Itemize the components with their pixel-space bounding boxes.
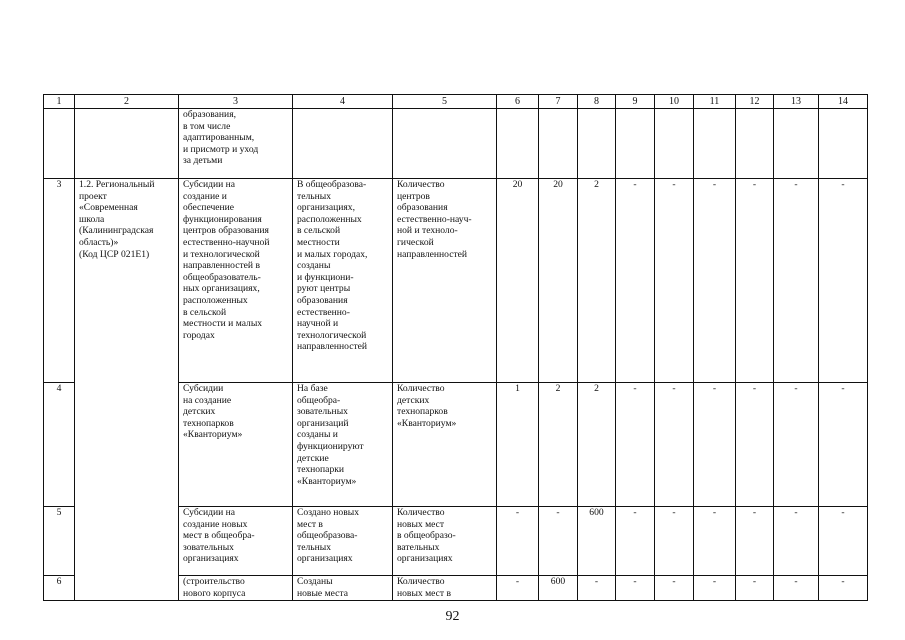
value-cell: 2 [578,383,616,507]
event-cell: Субсидии на создание новых мест в общеобра- зовательных организациях [179,507,293,576]
value-cell: - [578,576,616,601]
indicator-cell: Количество новых мест в [393,576,497,601]
result-cell [293,109,393,179]
column-number: 14 [819,95,868,109]
value-cell [694,109,736,179]
event-cell: (строительство нового корпуса [179,576,293,601]
row-number-cell: 6 [44,576,75,601]
value-cell: - [655,576,694,601]
value-cell: - [616,383,655,507]
event-cell: Субсидии на создание детских технопарков «Кванториум» [179,383,293,507]
value-cell: - [774,383,819,507]
column-number: 12 [736,95,774,109]
value-cell [539,109,578,179]
value-cell: - [736,576,774,601]
result-cell: Созданы новые места [293,576,393,601]
value-cell: - [694,507,736,576]
column-number: 9 [616,95,655,109]
event-cell: Субсидии на создание и обеспечение функционирования центров образования естественно-научной и технологической направленностей в общеобразователь- ных организациях, расположенных в сельской местности и малых городах [179,179,293,383]
value-cell [774,109,819,179]
column-number: 1 [44,95,75,109]
value-cell [655,109,694,179]
value-cell: 1 [497,383,539,507]
value-cell: - [736,507,774,576]
value-cell: - [616,507,655,576]
result-cell: Создано новых мест в общеобразова- тельных организациях [293,507,393,576]
value-cell: 2 [578,179,616,383]
value-cell: - [819,179,868,383]
value-cell: - [694,383,736,507]
value-cell: - [497,507,539,576]
column-number: 2 [75,95,179,109]
value-cell: - [819,383,868,507]
value-cell: 600 [578,507,616,576]
value-cell [578,109,616,179]
value-cell [736,109,774,179]
column-number: 8 [578,95,616,109]
indicator-cell: Количество новых мест в общеобразо- вательных организациях [393,507,497,576]
indicator-cell: Количество центров образования естественно-науч- ной и техноло- гической направленностей [393,179,497,383]
column-number: 10 [655,95,694,109]
value-cell: - [774,507,819,576]
project-cell: 1.2. Региональный проект «Современная школа (Калининградская область)» (Код ЦСР 021Е1) [75,179,179,601]
value-cell: - [694,576,736,601]
column-number-row [44,95,868,109]
column-number: 13 [774,95,819,109]
indicator-cell: Количество детских технопарков «Кванториум» [393,383,497,507]
value-cell: - [655,383,694,507]
value-cell: - [497,576,539,601]
column-number: 4 [293,95,393,109]
event-cell: образования, в том числе адаптированным, и присмотр и уход за детьми [179,109,293,179]
value-cell: - [694,179,736,383]
column-number: 5 [393,95,497,109]
value-cell: - [539,507,578,576]
value-cell: 600 [539,576,578,601]
indicator-cell [393,109,497,179]
result-cell: На базе общеобра- зовательных организаций созданы и функционируют детские технопарки «Кванториум» [293,383,393,507]
column-number: 6 [497,95,539,109]
value-cell: - [616,179,655,383]
value-cell: 20 [497,179,539,383]
table-row [44,179,868,383]
value-cell: - [736,179,774,383]
result-cell: В общеобразова- тельных организациях, расположенных в сельской местности и малых городах, созданы и функциони- руют центры образования естественно- научной и технологической направленностей [293,179,393,383]
row-number-cell: 4 [44,383,75,507]
project-cell [75,109,179,179]
value-cell: - [774,576,819,601]
row-number-cell [44,109,75,179]
value-cell: - [736,383,774,507]
value-cell: - [774,179,819,383]
row-number-cell: 5 [44,507,75,576]
value-cell: 2 [539,383,578,507]
value-cell: - [616,576,655,601]
value-cell [497,109,539,179]
row-number-cell: 3 [44,179,75,383]
table-row [44,109,868,179]
value-cell: - [655,507,694,576]
column-number: 7 [539,95,578,109]
column-number: 11 [694,95,736,109]
value-cell [616,109,655,179]
program-table [43,94,868,601]
page-number: 92 [445,609,460,624]
value-cell: - [819,507,868,576]
value-cell: 20 [539,179,578,383]
value-cell: - [655,179,694,383]
value-cell: - [819,576,868,601]
column-number: 3 [179,95,293,109]
value-cell [819,109,868,179]
